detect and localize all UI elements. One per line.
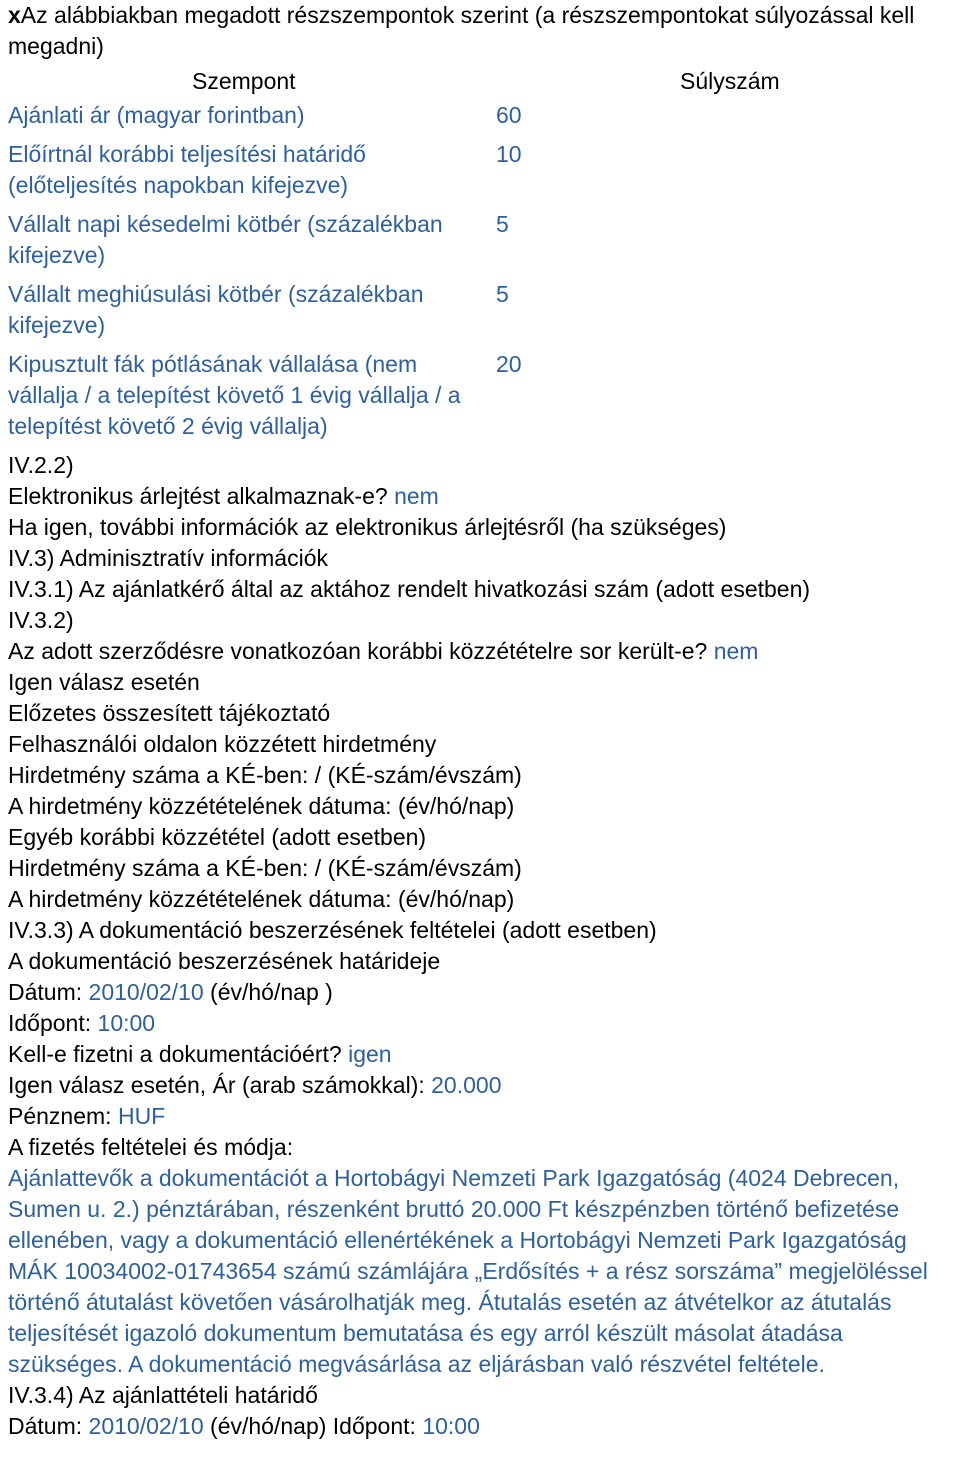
time-label: Időpont: [8, 1010, 92, 1036]
criterion-weight: 20 [496, 351, 522, 377]
criterion-weight: 5 [496, 211, 509, 237]
tender-time-label: Időpont: [332, 1413, 416, 1439]
award-criteria-intro [8, 0, 960, 62]
section-iv-3-1: IV.3.1) Az ajánlatkérő által az aktához rendelt hivatkozási szám (adott esetben) [8, 576, 811, 602]
payment-required [8, 1039, 960, 1070]
tender-date-label: Dátum: [8, 1413, 83, 1439]
notice-number-1: Hirdetmény száma a KÉ-ben: / (KÉ-szám/évszám) [8, 762, 522, 788]
currency-label: Pénznem: [8, 1103, 112, 1129]
criterion-weight: 5 [496, 281, 509, 307]
payment-answer: igen [348, 1041, 392, 1067]
notice-number-2: Hirdetmény száma a KÉ-ben: / (KÉ-szám/évszám) [8, 855, 522, 881]
buyer-profile-notice: Felhasználói oldalon közzétett hirdetmény [8, 731, 437, 757]
criteria-row [8, 349, 608, 442]
documentation-deadline-label: A dokumentáció beszerzésének határideje [8, 948, 441, 974]
documentation-time [8, 1008, 960, 1039]
e-auction-question [8, 481, 960, 512]
payment-terms-text: Ajánlattevők a dokumentációt a Hortobágyi Nemzeti Park Igazgatóság (4024 Debrecen, Sumen u. 2.) pénztárában, részenként bruttó 20.000 Ft készpénzben történő befizetése ellenében, vagy a dokumentáció ellenértékének a Hortobágyi Nemzeti Park Igazgatóság MÁK 10034002-01743654 számú számlájára „Erdősítés + a rész sorszáma” megjelöléssel történő átutalást követően vásárolhatják meg. Átutalás esetén az átvételkor az átutalás teljesítését igazoló dokumentum bemutatása és egy arról készült másolat átadása szükséges. A dokumentáció megvásárlása az eljárásban való részvétel feltétele. [8, 1165, 928, 1377]
previous-publication-answer: nem [713, 638, 759, 664]
criterion-label: Előírtnál korábbi teljesítési határidő (előteljesítés napokban kifejezve) [8, 141, 366, 198]
criterion-label: Vállalt napi késedelmi kötbér (százalékban kifejezve) [8, 211, 443, 268]
weight-header: Súlyszám [680, 68, 780, 94]
yes-case-label: Igen válasz esetén [8, 669, 200, 695]
criterion-label: Vállalt meghiúsulási kötbér (százalékban kifejezve) [8, 281, 424, 338]
other-previous-publication: Egyéb korábbi közzététel (adott esetben) [8, 824, 427, 850]
e-auction-answer: nem [394, 483, 439, 509]
payment-question: Kell-e fizetni a dokumentációért? [8, 1041, 342, 1067]
price-label: Igen válasz esetén, Ár (arab számokkal): [8, 1072, 425, 1098]
e-auction-question-text: Elektronikus árlejtést alkalmaznak-e? [8, 483, 388, 509]
prior-information-notice: Előzetes összesített tájékoztató [8, 700, 331, 726]
notice-date-1: A hirdetmény közzétételének dátuma: (év/hó/nap) [8, 793, 515, 819]
previous-publication-question-text: Az adott szerződésre vonatkozóan korábbi közzétételre sor került-e? [8, 638, 708, 664]
date-label: Dátum: [8, 979, 83, 1005]
criteria-row [8, 139, 608, 201]
section-iv-3-3-heading: IV.3.3) A dokumentáció beszerzésének feltételei (adott esetben) [8, 917, 657, 943]
documentation-currency [8, 1101, 960, 1132]
notice-date-2: A hirdetmény közzétételének dátuma: (év/hó/nap) [8, 886, 515, 912]
criterion-weight: 10 [496, 141, 522, 167]
criteria-row [8, 100, 608, 131]
price-value: 20.000 [431, 1072, 502, 1098]
tender-date-format: (év/hó/nap) [210, 1413, 327, 1439]
criteria-row [8, 279, 608, 341]
time-value: 10:00 [97, 1010, 156, 1036]
date-value: 2010/02/10 [88, 979, 204, 1005]
section-iv-2-2-heading: IV.2.2) [8, 452, 74, 478]
documentation-price [8, 1070, 960, 1101]
criterion-label: Kipusztult fák pótlásának vállalása (nem vállalja / a telepítést követő 1 évig vállalja / a telepítést követő 2 évig vállalja) [8, 351, 461, 439]
section-iv-3-4-heading: IV.3.4) Az ajánlattételi határidő [8, 1382, 318, 1408]
criterion-weight: 60 [496, 102, 522, 128]
tender-time-value: 10:00 [422, 1413, 480, 1439]
criteria-header [8, 62, 960, 100]
tender-deadline [8, 1411, 960, 1442]
section-iv-3-heading: IV.3) Adminisztratív információk [8, 545, 328, 571]
e-auction-info: Ha igen, további információk az elektronikus árlejtésről (ha szükséges) [8, 514, 727, 540]
criteria-row [8, 209, 608, 271]
previous-publication-question [8, 636, 960, 667]
criteria-table [8, 100, 960, 442]
criterion-label: Ajánlati ár (magyar forintban) [8, 102, 305, 128]
documentation-date [8, 977, 960, 1008]
payment-terms-label: A fizetés feltételei és módja: [8, 1134, 294, 1160]
criterion-header: Szempont [192, 68, 296, 94]
tender-date-value: 2010/02/10 [88, 1413, 204, 1439]
intro-text: Az alábbiakban megadott részszempontok szerint (a részszempontokat súlyozással kell megadni) [8, 2, 915, 59]
currency-value: HUF [117, 1103, 166, 1129]
date-format: (év/hó/nap ) [210, 979, 333, 1005]
checkbox-mark: x [8, 2, 21, 28]
section-iv-3-2-heading: IV.3.2) [8, 607, 74, 633]
